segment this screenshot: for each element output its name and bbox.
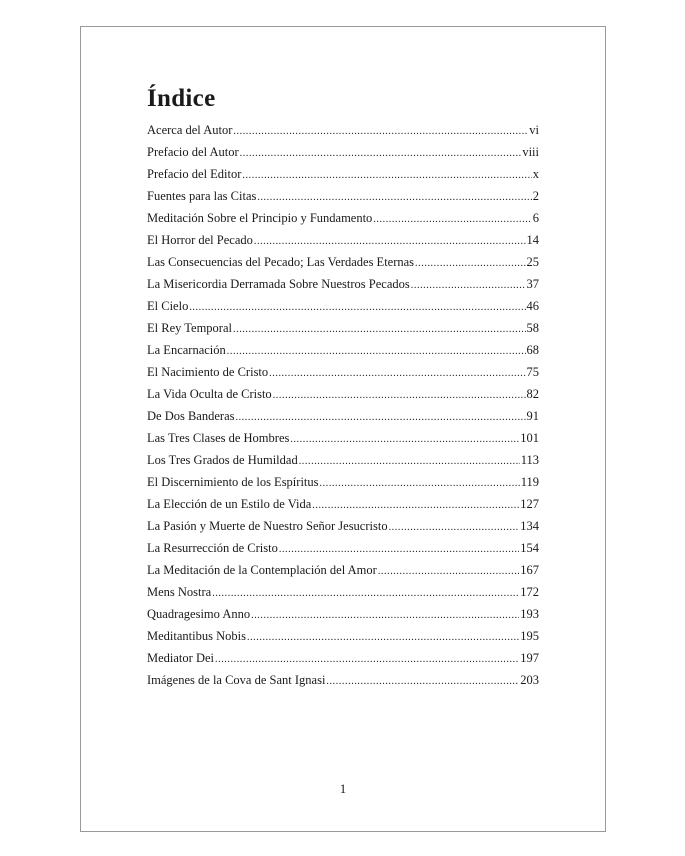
toc-leader-dots bbox=[257, 187, 531, 209]
toc-entry bbox=[147, 163, 539, 185]
toc-leader-dots bbox=[378, 561, 519, 583]
toc-entry-title: Meditación Sobre el Principio y Fundamento bbox=[147, 211, 373, 225]
toc-entry-title: Imágenes de la Cova de Sant Ignasi bbox=[147, 673, 326, 687]
toc-entry-title: La Vida Oculta de Cristo bbox=[147, 387, 272, 401]
toc-entry-page: 113 bbox=[520, 453, 539, 467]
page-number: 1 bbox=[339, 781, 347, 796]
toc-entry bbox=[147, 383, 539, 405]
toc-leader-dots bbox=[389, 517, 520, 539]
toc-entry-page: 101 bbox=[520, 431, 539, 445]
toc-entry-title: Acerca del Autor bbox=[147, 123, 233, 137]
toc-entry bbox=[147, 647, 539, 669]
toc-entry-page: 25 bbox=[526, 255, 539, 269]
toc-entry-title: El Discernimiento de los Espíritus bbox=[147, 475, 319, 489]
toc-entry-title: La Elección de un Estilo de Vida bbox=[147, 497, 312, 511]
toc-entry-title: Las Tres Clases de Hombres bbox=[147, 431, 290, 445]
toc-entry-page: 37 bbox=[526, 277, 539, 291]
toc-entry bbox=[147, 251, 539, 273]
toc-entry-title: Meditantibus Nobis bbox=[147, 629, 246, 643]
toc-entry bbox=[147, 339, 539, 361]
toc-entry-page: 91 bbox=[526, 409, 539, 423]
toc-entry-page: 134 bbox=[520, 519, 539, 533]
toc-entry-page: 14 bbox=[526, 233, 539, 247]
toc-entry-title: El Horror del Pecado bbox=[147, 233, 253, 247]
toc-leader-dots bbox=[312, 495, 519, 517]
toc-entry bbox=[147, 273, 539, 295]
toc-entry bbox=[147, 559, 539, 581]
toc-entry bbox=[147, 229, 539, 251]
toc-leader-dots bbox=[279, 539, 519, 561]
toc-entry bbox=[147, 515, 539, 537]
toc-leader-dots bbox=[189, 297, 525, 319]
toc-entry bbox=[147, 119, 539, 141]
toc-entry bbox=[147, 603, 539, 625]
toc-leader-dots bbox=[326, 671, 519, 693]
toc-entry-title: Prefacio del Autor bbox=[147, 145, 239, 159]
toc-leader-dots bbox=[247, 627, 519, 649]
toc-entry-page: 68 bbox=[526, 343, 539, 357]
toc-leader-dots bbox=[290, 429, 519, 451]
toc-entry-page: 119 bbox=[520, 475, 539, 489]
toc-entry bbox=[147, 449, 539, 471]
toc-leader-dots bbox=[227, 341, 526, 363]
toc-entry-page: 58 bbox=[526, 321, 539, 335]
toc-entry-title: La Meditación de la Contemplación del Amor bbox=[147, 563, 377, 577]
toc-entry-title: Prefacio del Editor bbox=[147, 167, 242, 181]
toc-entry-title: Fuentes para las Citas bbox=[147, 189, 257, 203]
toc-entry-page: 195 bbox=[520, 629, 539, 643]
toc-leader-dots bbox=[415, 253, 525, 275]
toc-entry-page: x bbox=[532, 167, 539, 181]
toc-entry-page: 197 bbox=[520, 651, 539, 665]
toc-entry bbox=[147, 669, 539, 691]
toc-leader-dots bbox=[273, 385, 526, 407]
toc-entry-page: vi bbox=[529, 123, 539, 137]
toc-entry bbox=[147, 427, 539, 449]
toc-entry-title: El Cielo bbox=[147, 299, 189, 313]
toc-entry-page: 193 bbox=[520, 607, 539, 621]
toc-entry bbox=[147, 471, 539, 493]
toc-entry bbox=[147, 581, 539, 603]
toc-leader-dots bbox=[299, 451, 520, 473]
toc-leader-dots bbox=[240, 143, 522, 165]
toc-leader-dots bbox=[233, 121, 528, 143]
toc-leader-dots bbox=[251, 605, 519, 627]
toc-entry-title: Los Tres Grados de Humildad bbox=[147, 453, 298, 467]
toc-entry bbox=[147, 207, 539, 229]
toc-entry bbox=[147, 141, 539, 163]
toc-entry-page: viii bbox=[522, 145, 539, 159]
toc-entry bbox=[147, 295, 539, 317]
toc-leader-dots bbox=[212, 583, 519, 605]
toc-entry-page: 75 bbox=[526, 365, 539, 379]
toc-entry-page: 154 bbox=[520, 541, 539, 555]
toc-leader-dots bbox=[215, 649, 519, 671]
toc-entry-title: La Misericordia Derramada Sobre Nuestros Pecados bbox=[147, 277, 410, 291]
toc-entry bbox=[147, 493, 539, 515]
toc-entry-title: El Nacimiento de Cristo bbox=[147, 365, 269, 379]
toc-entry-title: De Dos Banderas bbox=[147, 409, 235, 423]
toc-entry-title: Mens Nostra bbox=[147, 585, 212, 599]
toc-entry-title: Mediator Dei bbox=[147, 651, 214, 665]
toc-entry bbox=[147, 537, 539, 559]
toc-entry-page: 172 bbox=[520, 585, 539, 599]
toc-entry-title: Quadragesimo Anno bbox=[147, 607, 251, 621]
toc-entry bbox=[147, 625, 539, 647]
toc-entry-title: La Pasión y Muerte de Nuestro Señor Jesucristo bbox=[147, 519, 388, 533]
toc-leader-dots bbox=[233, 319, 526, 341]
toc-entry-page: 167 bbox=[520, 563, 539, 577]
toc-entry-title: Las Consecuencias del Pecado; Las Verdades Eternas bbox=[147, 255, 415, 269]
toc-leader-dots bbox=[373, 209, 531, 231]
toc-leader-dots bbox=[235, 407, 525, 429]
toc-leader-dots bbox=[411, 275, 526, 297]
toc-entry bbox=[147, 317, 539, 339]
toc-entry-title: La Resurrección de Cristo bbox=[147, 541, 278, 555]
page-title: Índice bbox=[147, 85, 216, 112]
toc-entry-page: 2 bbox=[532, 189, 539, 203]
toc-leader-dots bbox=[269, 363, 525, 385]
toc-leader-dots bbox=[320, 473, 520, 495]
book-page bbox=[80, 26, 606, 832]
toc-entry-page: 46 bbox=[526, 299, 539, 313]
toc-entry-title: La Encarnación bbox=[147, 343, 226, 357]
toc-entry-title: El Rey Temporal bbox=[147, 321, 232, 335]
toc-leader-dots bbox=[242, 165, 531, 187]
toc-entry-page: 127 bbox=[520, 497, 539, 511]
toc-entry bbox=[147, 185, 539, 207]
toc-leader-dots bbox=[254, 231, 526, 253]
toc-entry-page: 203 bbox=[520, 673, 539, 687]
toc-entry bbox=[147, 405, 539, 427]
toc-entry-page: 6 bbox=[532, 211, 539, 225]
table-of-contents bbox=[147, 119, 539, 691]
toc-entry bbox=[147, 361, 539, 383]
toc-entry-page: 82 bbox=[526, 387, 539, 401]
